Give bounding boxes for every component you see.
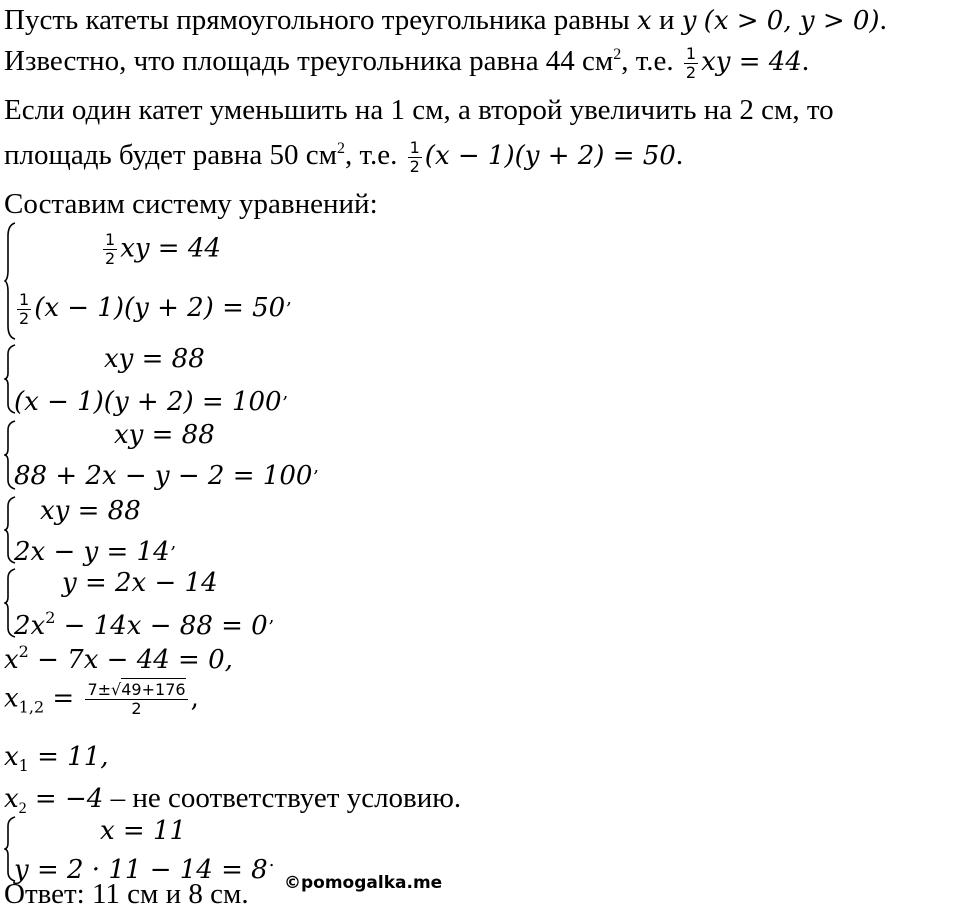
word-and: и xyxy=(651,4,682,36)
equals: = xyxy=(44,683,83,714)
equation-part: − 7x − 44 = 0, xyxy=(28,645,233,675)
numerator: 1 xyxy=(105,230,116,249)
equation-system-3 xyxy=(4,420,344,490)
equation: y = 2 · 11 − 14 = 8 xyxy=(14,855,268,885)
line-3-text: Если один катет уменьшить на 1 см, а второй увеличить на 2 см, то xyxy=(4,94,834,126)
suffix: , xyxy=(170,532,177,553)
subscript: 1,2 xyxy=(18,697,45,717)
answer-text: Ответ: 11 см и 8 см. xyxy=(4,878,249,910)
system-1-row-1 xyxy=(100,232,221,267)
answer-line xyxy=(4,880,249,909)
system-3-row-2 xyxy=(14,458,319,489)
equation-system-5 xyxy=(4,568,344,641)
text-line-1 xyxy=(4,6,887,35)
period: . xyxy=(801,45,810,78)
denominator: 2 xyxy=(19,308,30,328)
equation-part: = −4 xyxy=(26,784,104,814)
equation: 2x − y = 14 xyxy=(14,537,170,567)
word-te: , т.е. xyxy=(344,139,405,172)
var-x: x xyxy=(4,784,19,814)
system-6-row-1: x = 11 xyxy=(100,816,187,846)
text-line-2 xyxy=(4,46,809,81)
numerator-part: 7± xyxy=(87,680,112,699)
numerator: 1 xyxy=(685,44,697,63)
denominator: 2 xyxy=(131,699,142,718)
sqrt-icon: √ xyxy=(111,680,122,699)
system-2-row-2 xyxy=(14,384,288,415)
word-te: , т.е. xyxy=(621,45,681,78)
system-2-row-1: xy = 88 xyxy=(104,344,205,374)
quadratic-equation xyxy=(4,644,233,673)
period: . xyxy=(675,139,684,172)
system-3-row-1: xy = 88 xyxy=(114,420,215,450)
system-1-row-2 xyxy=(14,290,292,327)
equation: xy = 44 xyxy=(120,233,221,264)
equation-part: = 11, xyxy=(28,742,109,772)
fraction xyxy=(684,46,698,81)
text-line-3 xyxy=(4,96,834,125)
equation-system-1 xyxy=(4,222,344,340)
system-5-row-1: y = 2x − 14 xyxy=(62,568,218,598)
superscript: 2 xyxy=(613,46,622,64)
suffix: , xyxy=(268,606,275,627)
line-1-text: Пусть катеты прямоугольного треугольника равны xyxy=(4,4,638,36)
line-2-text: Известно, что площадь треугольника равна 44 см xyxy=(4,45,614,78)
numerator xyxy=(85,682,187,700)
equation-part: 2x xyxy=(14,611,46,641)
line-4-text: площадь будет равна 50 см xyxy=(4,139,337,172)
var-x: x xyxy=(4,645,19,675)
var-x: x xyxy=(637,6,652,36)
subscript: 1 xyxy=(18,756,29,775)
suffix: , xyxy=(313,456,320,477)
equation-system-4 xyxy=(4,496,344,567)
suffix: , xyxy=(282,382,289,403)
numerator: 1 xyxy=(19,289,30,309)
var-x: x xyxy=(4,742,19,772)
fraction xyxy=(103,232,117,267)
rejection-text: – не соответствует условию. xyxy=(103,782,462,814)
equation: 88 + 2x − y − 2 = 100 xyxy=(14,461,313,491)
suffix: , xyxy=(286,288,292,309)
denominator: 2 xyxy=(409,157,420,176)
exponent: 2 xyxy=(45,608,56,627)
var-x: x xyxy=(4,683,19,714)
root-x2 xyxy=(4,784,461,817)
new-area-expression: (x − 1)(y + 2) = 50 xyxy=(424,141,676,172)
suffix: . xyxy=(268,850,275,871)
roots-formula xyxy=(4,682,199,717)
equation-part: − 14x − 88 = 0 xyxy=(55,611,268,641)
subscript: 2 xyxy=(18,800,27,817)
denominator: 2 xyxy=(685,63,697,82)
text-line-4 xyxy=(4,140,683,175)
radicand: 49+176 xyxy=(121,680,186,699)
exponent: 2 xyxy=(18,642,29,661)
system-4-row-1: xy = 88 xyxy=(40,496,141,526)
var-y: y xyxy=(681,6,697,36)
fraction xyxy=(408,140,422,175)
area-expression: xy = 44 xyxy=(701,47,802,78)
line-5-text: Составим систему уравнений: xyxy=(4,188,378,220)
period: . xyxy=(879,4,887,36)
watermark: ©pomogalka.me xyxy=(284,873,443,893)
fraction xyxy=(85,682,187,717)
system-5-row-2 xyxy=(14,608,274,639)
denominator: 2 xyxy=(105,249,116,268)
superscript: 2 xyxy=(336,140,345,158)
numerator: 1 xyxy=(409,138,420,157)
equation: (x − 1)(y + 2) = 50 xyxy=(34,293,286,323)
condition: (x > 0, y > 0) xyxy=(703,6,880,36)
system-4-row-2 xyxy=(14,534,176,565)
text-line-5 xyxy=(4,190,378,219)
comma: , xyxy=(190,683,199,714)
root-x1 xyxy=(4,744,109,774)
equation-system-2 xyxy=(4,344,344,417)
fraction xyxy=(17,289,31,328)
equation: (x − 1)(y + 2) = 100 xyxy=(14,387,282,417)
